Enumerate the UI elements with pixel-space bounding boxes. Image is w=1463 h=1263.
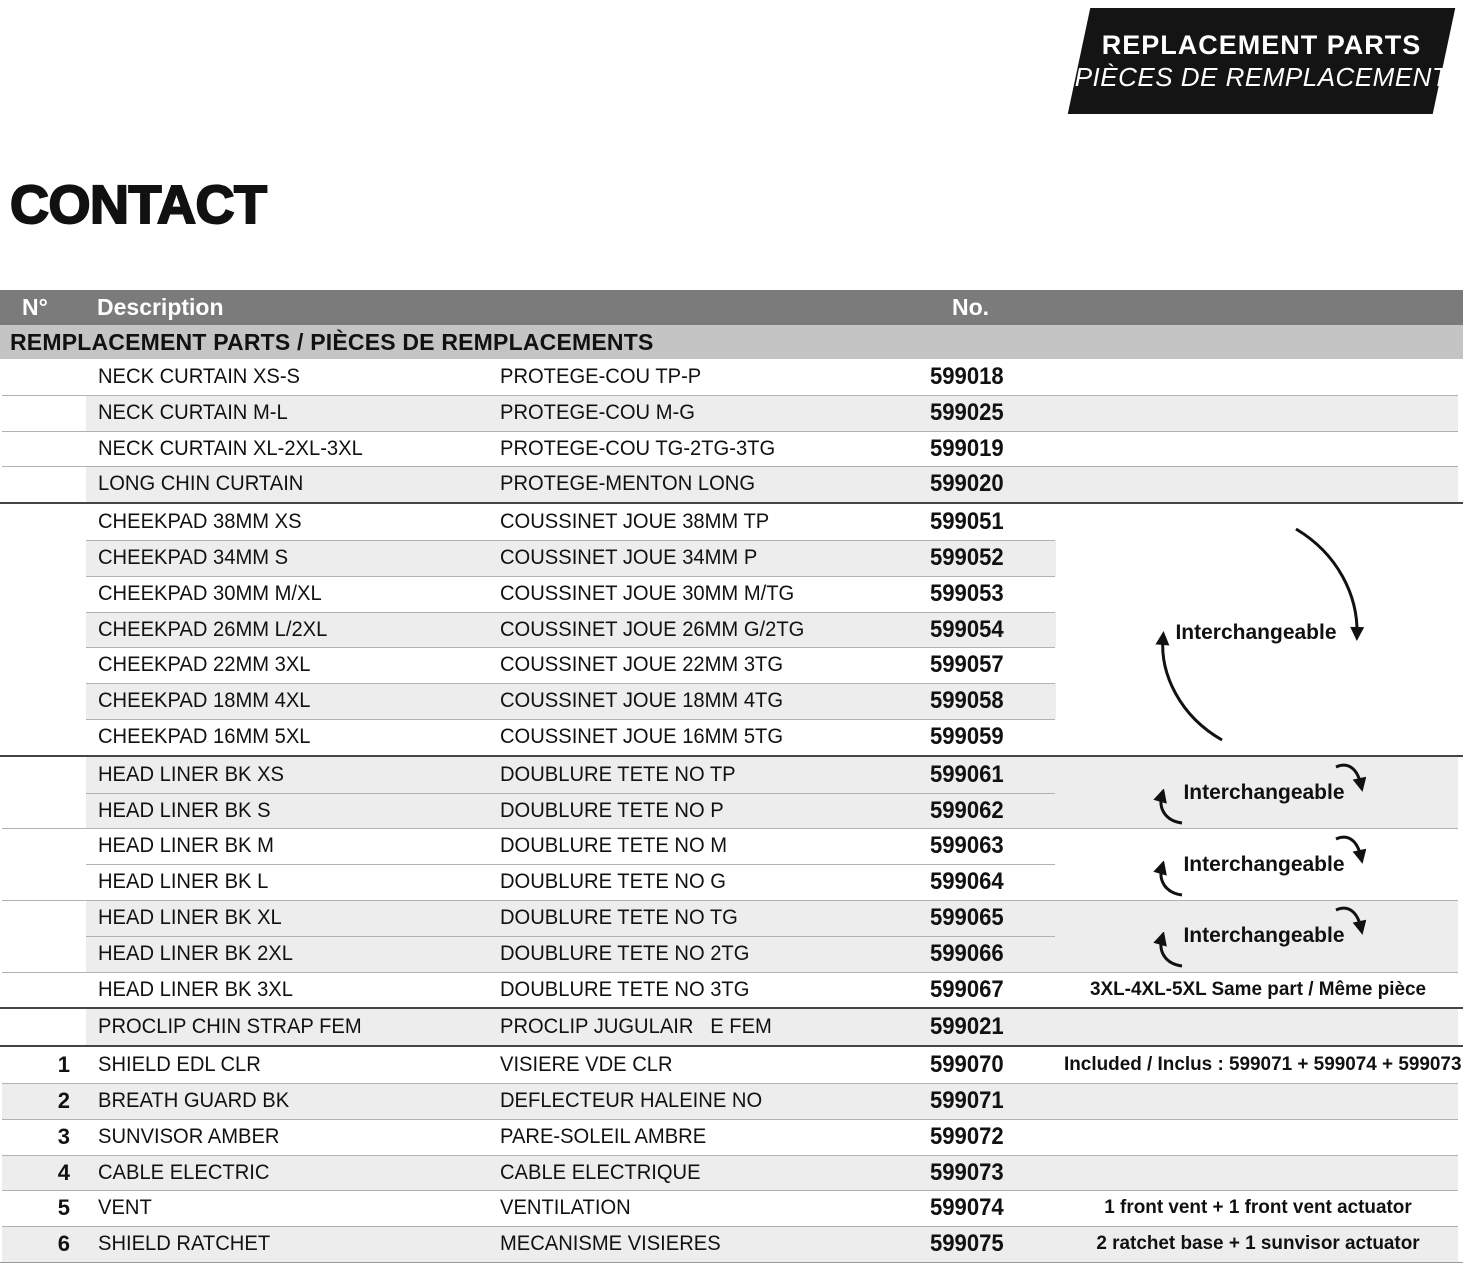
row-number: 6: [57, 1231, 70, 1257]
row-note: 3XL-4XL-5XL Same part / Même pièce: [1089, 977, 1427, 1000]
cheekpad-interchangeable-note: [1056, 504, 1463, 755]
description-fr: DOUBLURE TETE NO G: [500, 870, 726, 894]
part-number: 599052: [930, 543, 1004, 571]
section-header: REMPLACEMENT PARTS / PIÈCES DE REMPLACEMENTS: [0, 325, 1463, 359]
description-en: NECK CURTAIN M-L: [98, 400, 288, 424]
row-separator: [86, 719, 1055, 720]
replacement-parts-banner: [1068, 8, 1456, 114]
banner-subtitle: PIÈCES DE REMPLACEMENT: [1074, 61, 1449, 92]
description-fr: MECANISME VISIERES: [500, 1232, 721, 1256]
part-number: 599065: [930, 903, 1004, 931]
description-fr: COUSSINET JOUE 34MM P: [500, 545, 758, 569]
description-en: CHEEKPAD 18MM 4XL: [98, 689, 311, 713]
row-note: 1 front vent + 1 front vent actuator: [1104, 1196, 1412, 1219]
description-en: SHIELD EDL CLR: [98, 1053, 261, 1077]
group-divider: [0, 1007, 1463, 1009]
description-fr: PROTEGE-MENTON LONG: [500, 472, 756, 496]
part-number: 599057: [930, 651, 1004, 679]
part-number: 599070: [930, 1051, 1004, 1079]
banner-title: REPLACEMENT PARTS: [1101, 29, 1422, 60]
description-fr: COUSSINET JOUE 38MM TP: [500, 510, 770, 534]
description-fr: DOUBLURE TETE NO M: [500, 834, 728, 858]
description-fr: COUSSINET JOUE 22MM 3TG: [500, 653, 784, 677]
part-number: 599025: [930, 398, 1004, 426]
table-row: [0, 359, 1463, 395]
table-header-row: [0, 290, 1463, 325]
table-row: [0, 1009, 1463, 1045]
header-number-column: N°: [22, 294, 48, 320]
curved-arrow-down-icon: [1334, 833, 1366, 867]
table-row: [0, 1155, 1463, 1191]
row-number: 4: [57, 1159, 70, 1185]
row-separator: [86, 793, 1055, 794]
interchangeable-pair-note: [1150, 757, 1365, 829]
description-en: CHEEKPAD 16MM 5XL: [98, 724, 311, 748]
description-fr: DEFLECTEUR HALEINE NO: [500, 1088, 763, 1112]
part-number: 599051: [930, 508, 1004, 536]
description-fr: COUSSINET JOUE 18MM 4TG: [500, 689, 784, 713]
part-number: 599075: [930, 1230, 1004, 1258]
row-separator: [2, 1119, 1458, 1120]
part-number: 599021: [930, 1013, 1004, 1041]
table-row: [0, 1190, 1463, 1226]
row-background: [86, 395, 1458, 431]
description-en: CHEEKPAD 26MM L/2XL: [98, 617, 328, 641]
part-number: 599059: [930, 722, 1004, 750]
description-en: CHEEKPAD 22MM 3XL: [98, 653, 311, 677]
interchangeable-pair-note: [1150, 829, 1365, 901]
interchangeable-label: Interchangeable: [1183, 781, 1345, 804]
description-fr: COUSSINET JOUE 26MM G/2TG: [500, 617, 805, 641]
curved-arrow-down-icon: [1334, 761, 1366, 795]
header-partno-column: No.: [952, 294, 990, 320]
row-separator: [86, 647, 1055, 648]
description-fr: DOUBLURE TETE NO P: [500, 798, 724, 822]
part-number: 599066: [930, 939, 1004, 967]
table-row: [0, 395, 1463, 431]
description-fr: PROTEGE-COU TP-P: [500, 365, 702, 388]
description-en: LONG CHIN CURTAIN: [98, 472, 304, 496]
description-en: VENT: [98, 1196, 152, 1220]
description-en: CHEEKPAD 34MM S: [98, 545, 289, 569]
part-number: 599018: [930, 363, 1004, 390]
row-separator: [86, 576, 1055, 577]
row-separator: [2, 1083, 1458, 1084]
interchangeable-label: Interchangeable: [1183, 924, 1345, 947]
part-number: 599073: [930, 1158, 1004, 1186]
description-en: HEAD LINER BK XL: [98, 905, 282, 929]
table-row: [0, 972, 1463, 1008]
description-fr: PROTEGE-COU M-G: [500, 400, 695, 424]
description-en: CABLE ELECTRIC: [98, 1160, 270, 1184]
description-en: HEAD LINER BK M: [98, 834, 274, 858]
row-note: Included / Inclus : 599071 + 599074 + 599073: [1064, 1053, 1462, 1076]
description-fr: COUSSINET JOUE 16MM 5TG: [500, 724, 784, 748]
row-separator: [2, 431, 1458, 432]
row-separator: [2, 1155, 1458, 1156]
part-number: 599054: [930, 615, 1004, 643]
row-number: 1: [57, 1052, 70, 1078]
row-separator: [86, 612, 1055, 613]
banner-content: [1074, 8, 1449, 114]
interchangeable-label: Interchangeable: [1175, 621, 1337, 644]
description-fr: DOUBLURE TETE NO TG: [500, 905, 738, 929]
description-fr: VENTILATION: [500, 1196, 631, 1220]
row-separator: [86, 936, 1055, 937]
description-en: CHEEKPAD 38MM XS: [98, 510, 302, 534]
description-fr: DOUBLURE TETE NO 3TG: [500, 977, 750, 1001]
description-en: HEAD LINER BK S: [98, 798, 271, 822]
part-number: 599064: [930, 868, 1004, 896]
description-en: NECK CURTAIN XS-S: [98, 365, 301, 388]
part-number: 599063: [930, 832, 1004, 860]
description-en: HEAD LINER BK 2XL: [98, 941, 293, 965]
description-en: SHIELD RATCHET: [98, 1232, 271, 1256]
part-number: 599071: [930, 1086, 1004, 1114]
part-number: 599019: [930, 434, 1004, 462]
row-separator: [2, 395, 1458, 396]
row-separator: [2, 466, 1458, 467]
description-en: HEAD LINER BK XS: [98, 762, 284, 786]
table-row: [0, 1226, 1463, 1262]
description-fr: VISIERE VDE CLR: [500, 1053, 673, 1077]
description-fr: CABLE ELECTRIQUE: [500, 1160, 701, 1184]
description-fr: PARE-SOLEIL AMBRE: [500, 1124, 707, 1148]
row-separator: [86, 864, 1055, 865]
table-row: [0, 431, 1463, 467]
description-en: BREATH GUARD BK: [98, 1088, 290, 1112]
part-number: 599058: [930, 687, 1004, 715]
table-row: [0, 1083, 1463, 1119]
row-note: 2 ratchet base + 1 sunvisor actuator: [1096, 1232, 1420, 1255]
description-en: HEAD LINER BK L: [98, 870, 269, 894]
part-number: 599072: [930, 1122, 1004, 1150]
part-number: 599020: [930, 470, 1004, 498]
description-en: NECK CURTAIN XL-2XL-3XL: [98, 436, 363, 460]
table-row: [0, 466, 1463, 502]
curved-arrow-down-icon: [1334, 904, 1366, 938]
description-fr: DOUBLURE TETE NO TP: [500, 762, 736, 786]
part-number: 599062: [930, 796, 1004, 824]
part-number: 599074: [930, 1194, 1004, 1222]
row-number: 2: [57, 1087, 70, 1113]
table-row: [0, 1119, 1463, 1155]
interchangeable-pair-note: [1150, 900, 1365, 972]
description-fr: DOUBLURE TETE NO 2TG: [500, 941, 750, 965]
description-en: SUNVISOR AMBER: [98, 1124, 280, 1148]
description-en: CHEEKPAD 30MM M/XL: [98, 581, 322, 605]
part-number: 599053: [930, 579, 1004, 607]
page-title: CONTACT: [10, 175, 267, 235]
row-number: 5: [57, 1195, 70, 1221]
description-en: HEAD LINER BK 3XL: [98, 977, 293, 1001]
description-fr: PROCLIP JUGULAIR E FEM: [500, 1015, 772, 1039]
header-description-column: Description: [97, 294, 224, 320]
description-fr: PROTEGE-COU TG-2TG-3TG: [500, 436, 776, 460]
row-number: 3: [57, 1123, 70, 1149]
part-number: 599067: [930, 975, 1004, 1003]
row-separator: [86, 683, 1055, 684]
row-separator: [86, 540, 1055, 541]
interchangeable-label: Interchangeable: [1183, 853, 1345, 876]
description-fr: COUSSINET JOUE 30MM M/TG: [500, 581, 795, 605]
description-en: PROCLIP CHIN STRAP FEM: [98, 1015, 362, 1039]
table-row: [0, 1047, 1463, 1083]
part-number: 599061: [930, 760, 1004, 788]
